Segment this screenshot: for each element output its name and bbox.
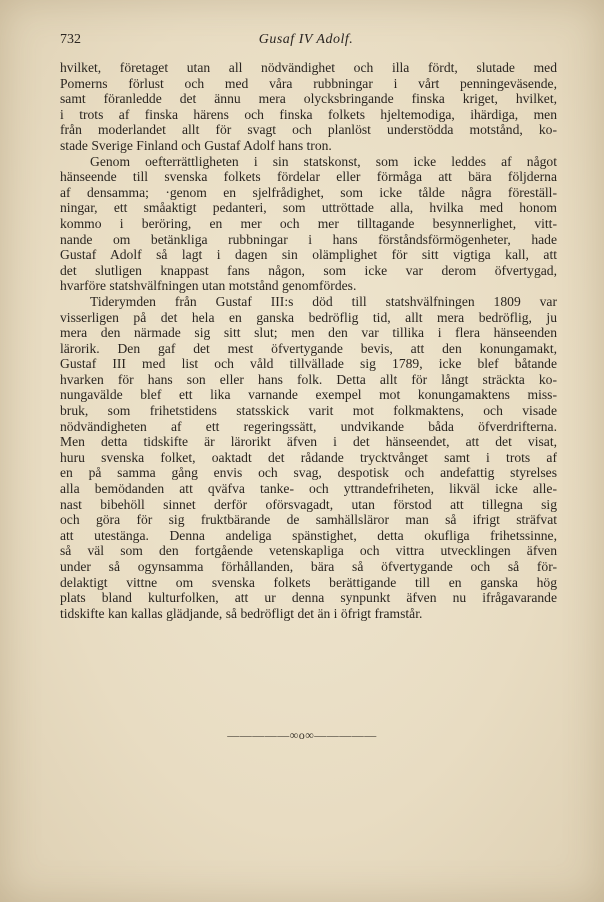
body-text	[60, 60, 557, 621]
text-line: hvarföre statshvälfningen utan motstånd genomfördes.	[60, 278, 357, 294]
text-line: nödvändigheten af ett regeringssätt, undvikande båda öfverdrifterna.	[60, 418, 557, 434]
text-line: i trots af finska härens och finska folkets hjeltemodiga, ihärdiga, men	[60, 106, 557, 122]
text-line: plats bland kulturfolken, att ur denna synpunkt äfven nu ifrågavarande	[60, 590, 557, 606]
text-line: hänseende till svenska folkets fördelar eller förmåga att bära följderna	[60, 169, 557, 185]
text-line: tidskifte kan kallas glädjande, så bedröfligt det än i öfrigt framstår.	[60, 605, 423, 621]
text-line: mera den närmade sig sitt slut; men den var tillika i flera hänseenden	[60, 325, 557, 341]
text-line: Pomerns förlust och med våra rubbningar i vårt penningeväsende,	[60, 75, 557, 91]
running-title: Gusaf IV Adolf.	[258, 32, 354, 47]
text-line: samt föranledde det ännu mera olycksbringande finska kriget, hvilket,	[60, 91, 557, 107]
text-line: hvilket, företaget utan all nödvändighet och illa fördt, slutade med	[60, 60, 557, 75]
text-line: en på samma gång envis och svag, despotisk och andefattig styrelses	[60, 465, 557, 481]
end-ornament: —————∞o∞—————	[227, 728, 377, 742]
text-line: huru svenska folket, oaktadt det rådande trycktvånget samt i trots af	[60, 449, 557, 465]
text-line: Gustaf III med list och våld tillvällade sig 1789, icke blef båtande	[60, 356, 557, 372]
text-line: nande om betänkliga rubbningar i hans förståndsförmögenheter, hade	[60, 231, 557, 247]
text-line: Gustaf Adolf så lagt i dagen sin olämplighet för sitt vigtiga kall, att	[60, 247, 557, 263]
text-line: alla bemödanden att qväfva tanke- och yttrandefriheten, likväl icke alle-	[60, 481, 557, 497]
text-line: Tiderymden från Gustaf III:s död till statshvälfningen 1809 var	[90, 293, 557, 309]
text-line: Genom oefterrättligheten i sin statskonst, som icke leddes af något	[90, 153, 557, 169]
text-line: af densamma; ·genom en sjelfrådighet, som icke tålde några föreställ-	[60, 184, 557, 200]
text-line: Men detta tidskifte är lärorikt äfven i det hänseendet, att det visat,	[60, 434, 557, 450]
text-line: delaktigt vittne om svenska folkets berättigande till en ganska hög	[60, 574, 557, 590]
page-number: 732	[60, 32, 81, 47]
text-line: stade Sverige Finland och Gustaf Adolf hans tron.	[60, 137, 332, 153]
page-header	[60, 32, 552, 52]
text-line: kommo i beröring, en mer och mer tilltagande besynnerlighet, vitt-	[60, 215, 557, 231]
text-line: nungavälde blef ett lika varnande exempel mot konungamaktens miss-	[60, 387, 557, 403]
text-line: hvarken för hans son eller hans folk. Detta allt för långt sträckta ko-	[60, 371, 557, 387]
text-line: från moderlandet allt för svagt och planlöst understödda motstånd, ko-	[60, 122, 557, 138]
text-line: det slutligen knappast fans någon, som icke var derom öfvertygad,	[60, 262, 557, 278]
text-line: visserligen på det hela en ganska bedröflig tid, allt mera bedröflig, ju	[60, 309, 557, 325]
text-line: nast bibehöll sinnet derför oförsvagadt, utan förstod att tillegna sig	[60, 496, 557, 512]
text-line: bruk, som frihetstidens statsskick varit mot folkmaktens, och visade	[60, 403, 557, 419]
text-line: att utestänga. Denna andeliga spänstighet, detta okufliga frihetssinne,	[60, 527, 557, 543]
text-line: under så ogynsamma förhållanden, bära så öfvertygande och så för-	[60, 559, 557, 574]
text-line: så väl som den fortgående vetenskapliga och vittra utvecklingen äfven	[60, 543, 557, 559]
text-line: lärorik. Den gaf det mest öfvertygande bevis, att den konungamakt,	[60, 340, 557, 356]
text-line: och göra för sig fruktbärande de samhällsläror man så ifrigt sträfvat	[60, 512, 557, 528]
text-line: ningar, ett småaktigt pedanteri, som uttröttade alla, hvilka med honom	[60, 200, 557, 216]
